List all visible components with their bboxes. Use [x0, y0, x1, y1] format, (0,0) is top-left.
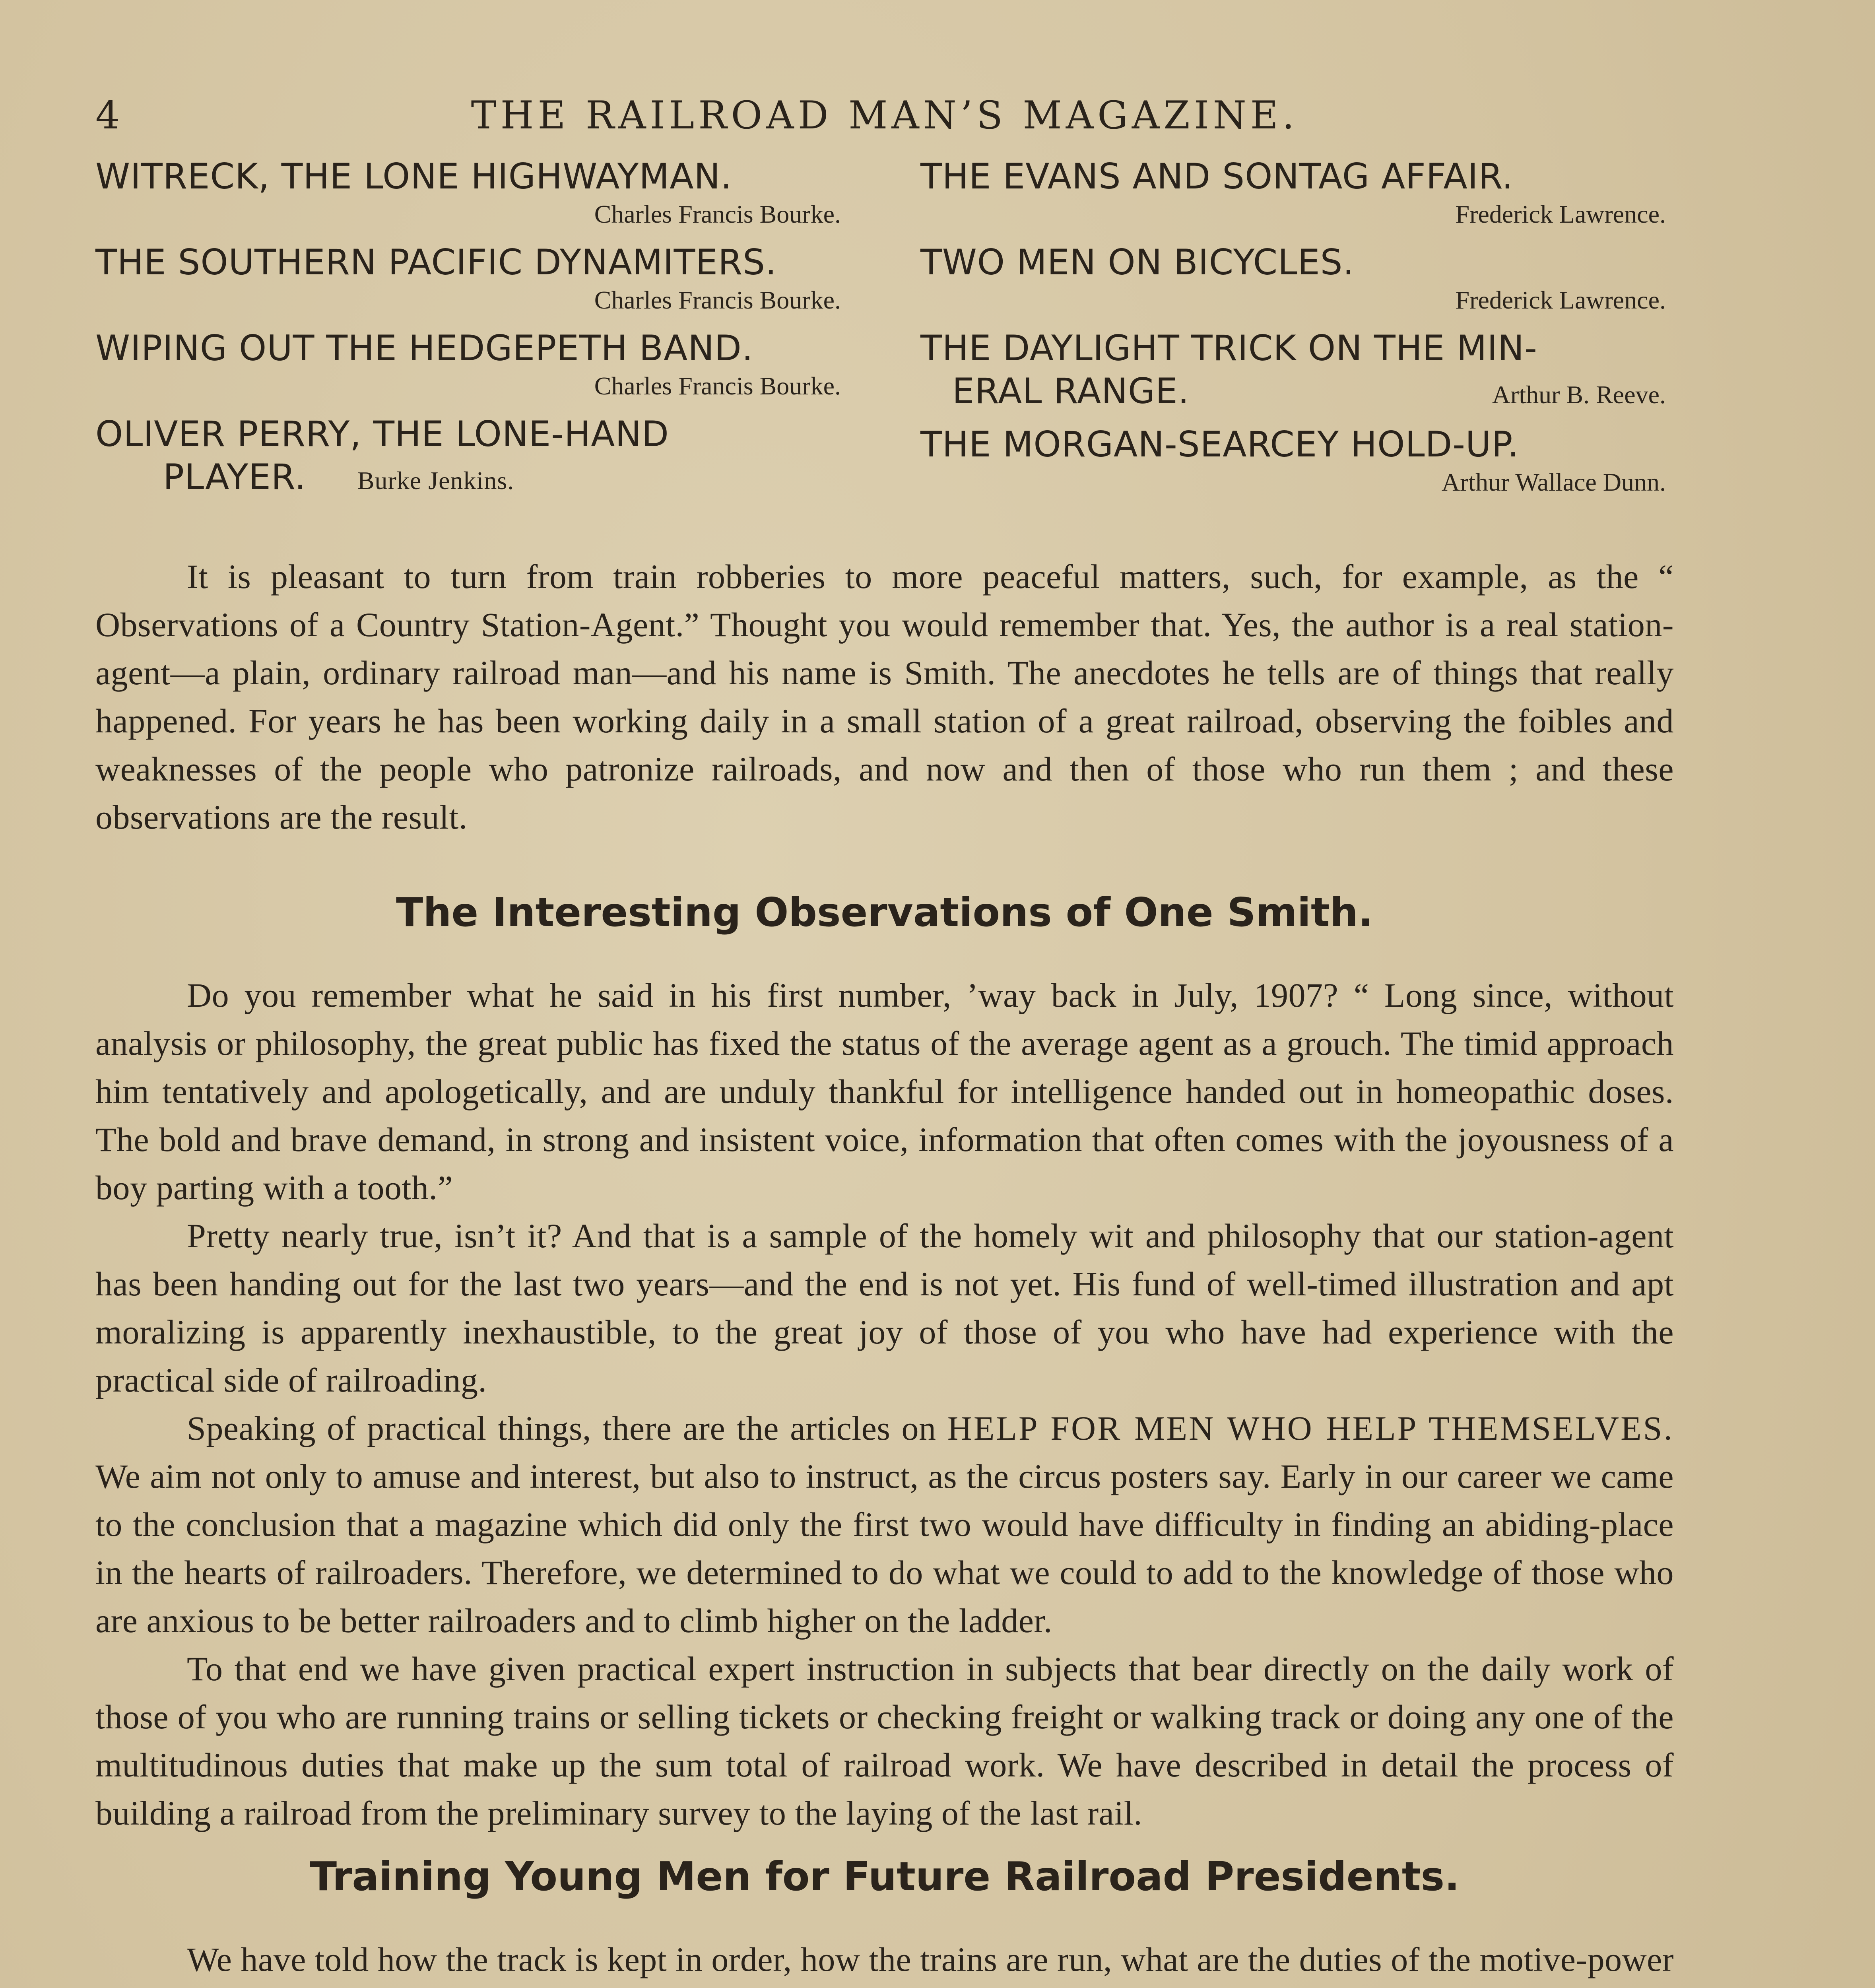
story-author: Frederick Lawrence. [1455, 286, 1666, 314]
story-title: WIPING OUT THE HEDGEPETH BAND. [95, 328, 753, 369]
story-title-line2: ERAL RANGE. [952, 371, 1190, 412]
paragraph: Pretty nearly true, isn’t it? And that is a sample of the homely wit and philosophy that our station-agent has been handing out for the last two years—and the end is not yet. His fund of well-timed illustration and apt moralizing is apparently inexhaustible, to the great joy of those of you who have had experience with the practical side of railroading. [95, 1217, 1674, 1399]
department-name: HELP FOR MEN WHO HELP THEMSELVES. [947, 1409, 1674, 1447]
story-entry [920, 155, 1674, 231]
story-title-line2: PLAYER. [163, 456, 306, 497]
story-author: Frederick Lawrence. [1455, 200, 1666, 228]
section-training-body [95, 1936, 1674, 1988]
paragraph [95, 1404, 1674, 1645]
story-title: OLIVER PERRY, THE LONE-HAND [95, 414, 669, 454]
story-title: THE SOUTHERN PACIFIC DYNAMITERS. [95, 242, 777, 283]
paragraph: We have told how the track is kept in order, how the trains are run, what are the duties of the motive-power [187, 1940, 1674, 1978]
story-list-right-column [920, 155, 1674, 509]
section-smith-body [95, 971, 1674, 1837]
story-title: THE MORGAN-SEARCEY HOLD-UP. [920, 424, 1519, 465]
story-entry [95, 327, 849, 402]
paragraph: To that end we have given practical expert instruction in subjects that bear directly on the daily work of those of you who are running trains or selling tickets or checking freight or walking track or doing any one of the multitudinous duties that make up the sum total of railroad work. We have described in detail the process of building a railroad from the preliminary survey to the laying of the last rail. [95, 1650, 1674, 1832]
story-entry [95, 413, 849, 499]
story-entry [920, 327, 1674, 413]
paragraph-text: Speaking of practical things, there are the articles on [187, 1409, 947, 1447]
story-entry [95, 155, 849, 231]
story-title: TWO MEN ON BICYCLES. [920, 242, 1355, 283]
story-entry [95, 241, 849, 316]
story-author: Charles Francis Bourke. [594, 286, 841, 314]
story-author: Arthur B. Reeve. [1492, 381, 1666, 409]
story-author: Burke Jenkins. [357, 466, 514, 495]
story-title: WITRECK, THE LONE HIGHWAYMAN. [95, 156, 732, 197]
section-heading-smith: The Interesting Observations of One Smith. [396, 889, 1373, 936]
story-author: Charles Francis Bourke. [594, 200, 841, 228]
story-title: THE EVANS AND SONTAG AFFAIR. [920, 156, 1514, 197]
running-head [95, 80, 1674, 151]
paragraph-text: We aim not only to amuse and interest, but also to instruct, as the circus posters say. Early in our career we came to the conclusion that a magazine which did only the first two would have difficulty in finding an abiding-place in the hearts of railroaders. Therefore, we determined to do what we could to add to the knowledge of those who are anxious to be better railroaders and to climb higher on the ladder. [95, 1457, 1674, 1640]
story-list-left-column [95, 155, 849, 509]
magazine-page [95, 80, 1674, 1988]
section-heading-training: Training Young Men for Future Railroad Presidents. [309, 1853, 1460, 1900]
paragraph: Do you remember what he said in his first number, ’way back in July, 1907? “ Long since, without analysis or philosophy, the great public has fixed the status of the average agent as a grouch. The timid approach him tentatively and apologetically, and are unduly thankful for intelligence handed out in homeopathic doses. The bold and brave demand, in strong and insistent voice, information that often comes with the joyousness of a boy parting with a tooth.” [95, 976, 1674, 1207]
story-author: Charles Francis Bourke. [594, 372, 841, 400]
story-entry [920, 423, 1674, 499]
story-title-continued [920, 370, 1674, 413]
story-author: Arthur Wallace Dunn. [1441, 468, 1666, 496]
intro-paragraph: It is pleasant to turn from train robberies to more peaceful matters, such, for example, as the “ Observations of a Country Station-Agent.” Thought you would remember that. Yes, the author is a real station-agent—a plain, ordinary railroad man—and his name is Smith. The anecdotes he tells are of things that really happened. For years he has been working daily in a small station of a great railroad, observing the foibles and weaknesses of the people who patronize railroads, and now and then of those who run them ; and these observations are the result. [95, 557, 1674, 836]
story-list [95, 155, 1674, 509]
intro-text [95, 553, 1674, 841]
magazine-title: THE RAILROAD MAN’S MAGAZINE. [471, 93, 1299, 138]
story-title: THE DAYLIGHT TRICK ON THE MIN- [920, 328, 1537, 369]
story-entry [920, 241, 1674, 316]
story-title-continued [95, 456, 849, 499]
page-number: 4 [95, 93, 124, 138]
